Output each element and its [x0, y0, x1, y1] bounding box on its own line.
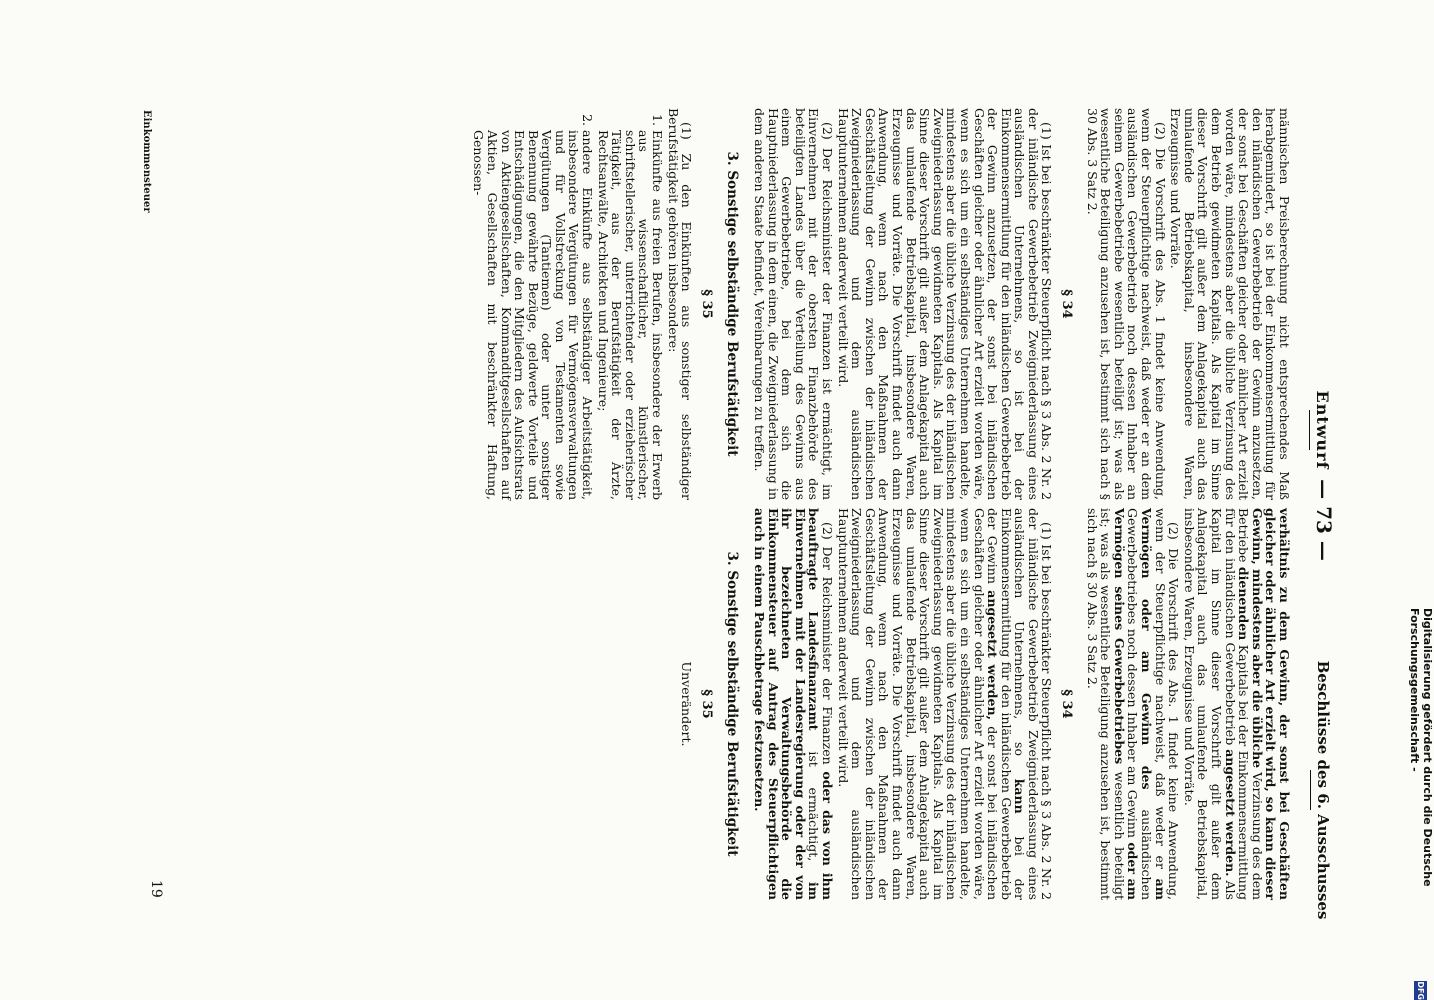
paragraph: (1) Ist bei beschränkter Steuerpflicht nach § 3 Abs. 2 Nr. 2 der inländische Gewerbebetrieb Zweigniederlassung eines ausländischen Unternehmens, so ist bei der Einkommensermittlung für den inländischen Gewerbebetrieb der Gewinn anzusetzen, der sonst bei inländischen Geschäften gleicher oder ähnlicher Art erzielt worden wäre, wenn es sich um ein selbständiges Unternehmen handelte, mindestens aber die übliche Verzinsung des der inländischen Zweigniederlassung gewidmeten Kapitals. Als Kapital im Sinne dieser Vorschrift gilt außer dem Anlagekapital auch das umlaufende Betriebskapital, insbesondere Waren, Erzeugnisse und Vorräte. Die Vorschrift findet auch dann Anwendung, wenn nach den Maßnahmen der Geschäftsleitung der Gewinn zwischen der inländischen Zweigniederlassung und dem ausländischen Hauptunternehmen anderweit verteilt wird. — [835, 108, 1055, 500]
section-heading: 3. Sonstige selbständige Berufstätigkeit — [724, 551, 741, 857]
paragraph: (1) Ist bei beschränkter Steuerpflicht nach § 3 Abs. 2 Nr. 2 der inländische Gewerbebetrieb Zweigniederlassung eines ausländischen Unternehmens, so kann bei der Einkommensermittlung für den inländischen Gewerbebetrieb der Gewinn angesetzt werden, der sonst bei inländischen Geschäften gleicher oder ähnlicher Art erzielt worden wäre, wenn es sich um ein selbständiges Unternehmen handelte, mindestens aber die übliche Verzinsung des der inländischen Zweigniederlassung gewidmeten Kapitals. Als Kapital im Sinne dieser Vorschrift gilt außer dem Anlagekapital auch das umlaufende Betriebskapital, insbesondere Waren, Erzeugnisse und Vorräte. Die Vorschrift findet auch dann Anwendung, wenn nach den Maßnahmen der Geschäftsleitung der Gewinn zwischen der inländischen Zweigniederlassung und dem ausländischen Hauptunternehmen anderweit verteilt wird. — [835, 508, 1055, 900]
paragraph: (2) Die Vorschrift des Abs. 1 findet keine Anwendung, wenn der Steuerpflichtige nachweist, daß weder er am Vermögen oder am Gewinn des ausländischen Gewerbebetriebes noch dessen Inhaber am Gewinn oder am Vermögen seines Gewerbebetriebes wesentlich beteiligt ist; was als wesentliche Beteiligung anzusehen ist, bestimmt sich nach § 30 Abs. 3 Satz 2. — [1084, 508, 1182, 901]
running-footer: Einkommensteuer — [141, 110, 152, 213]
section-number: § 34 — [1059, 689, 1075, 719]
list-item: 1. Einkünfte aus freien Berufen, insbesondere der Erwerb aus wissenschaftlicher, künstlerischer, schriftstellerischer, unterrichtender oder erzieherischer Tätigkeit, aus der Berufstätigkeit der Ärzte, Rechtsanwälte, Architekten und Ingenieure; — [596, 130, 664, 500]
enumeration — [472, 108, 664, 500]
paragraph: (2) Die Vorschrift des Abs. 1 findet keine Anwendung, wenn der Steuerpflichtige nachweist, daß weder er an dem ausländischen Gewerbebetrieb noch dessen Inhaber an seinem Gewerbebetriebe wesentlich beteiligt ist; was als wesentliche Beteiligung anzusehen ist, bestimmt sich nach § 30 Abs. 3 Satz 2. — [1084, 108, 1168, 500]
paragraph: verhältnis zu dem Gewinn, der sonst bei Geschäften gleicher oder ähnlicher Art erzielt wird, so kann dieser Gewinn, mindestens aber die übliche Verzinsung des dem Betriebe dienenden Kapitals bei der Einkommensermittlung für den inländischen Gewerbebetrieb angesetzt werden. Als Kapital im Sinne dieser Vorschrift gilt außer dem Anlagekapital auch das umlaufende Betriebskapital, insbesondere Waren, Erzeugnisse und Vorräte. — [1181, 508, 1292, 901]
section-heading: 3. Sonstige selbständige Berufstätigkeit — [724, 151, 741, 457]
title-rule — [1309, 410, 1310, 450]
unchanged-note: Unverändert. — [679, 661, 695, 747]
credit-text: Digitalisierung gefördert durch die Deutsche Forschungsgemeinschaft - — [1408, 608, 1434, 887]
page-number: — 73 — — [1312, 479, 1336, 561]
section-number: § 34 — [1059, 289, 1075, 319]
section-number: § 35 — [698, 289, 714, 319]
paragraph: (1) Zu den Einkünften aus sonstiger selbständiger Berufstätigkeit gehören insbesondere: — [665, 108, 695, 500]
list-item: 2. andere Einkünfte aus selbständiger Arbeitstätigkeit, insbesondere Vergütungen für Vermögensverwaltungen und für Vollstreckung von Testamenten sowie Vergütungen (Tantiemen) oder unter sonstiger Benennung gewährte Bezüge, geldwerte Vorteile und Entschädigungen, die den Mitgliedern des Aufsichtsrats von Aktiengesellschaften, Kommanditgesellschaften auf Aktien, Gesellschaften mit beschränkter Haftung, Genossen- — [472, 130, 594, 500]
committee-resolutions-column — [291, 508, 1291, 900]
right-column-title: Beschlüsse des 6. Ausschusses — [1310, 640, 1332, 940]
paragraph: (2) Der Reichsminister der Finanzen ist ermächtigt, im Einvernehmen mit der obersten Finanzbehörde des beteiligten Landes über die Verteilung des Gewinns aus einem Gewerbebetriebe, bei dem sich die Hauptniederlassung in dem einen, die Zweigniederlassung in dem anderen Staate befindet, Vereinbarungen zu treffen. — [752, 108, 835, 500]
sheet-number: 19 — [148, 880, 164, 898]
digitization-credit — [1408, 0, 1434, 1000]
section-number: § 35 — [698, 689, 714, 719]
dfg-logo: DFG — [1416, 981, 1426, 1000]
draft-column — [291, 108, 1291, 500]
paragraph: männischen Preisberechnung nicht entsprechendes Maß herabgemindert, so ist bei der Einkommensermittlung für den inländischen Gewerbebetrieb der Gewinn anzusetzen, der sonst bei Geschäften gleicher oder ähnlicher Art erzielt worden wäre, mindestens aber die übliche Verzinsung des dem Betrieb gewidmeten Kapitals. Als Kapital im Sinne dieser Vorschrift gilt außer dem Anlagekapital auch das umlaufende Betriebskapital, insbesondere Waren, Erzeugnisse und Vorräte. — [1168, 108, 1292, 500]
left-column-title: Entwurf — [1309, 280, 1332, 580]
paragraph: (2) Der Reichsminister der Finanzen oder das von ihm beauftragte Landesfinanzamt ist ermächtigt, im Einvernehmen mit der Landesregierung oder der von ihr bezeichneten Verwaltungsbehörde die Einkommensteuer auf Antrag des Steuerpflichtigen auch in einem Pauschbetrage festzusetzen. — [752, 508, 835, 900]
page-header — [1304, 0, 1338, 1000]
title-rule — [1310, 770, 1311, 810]
